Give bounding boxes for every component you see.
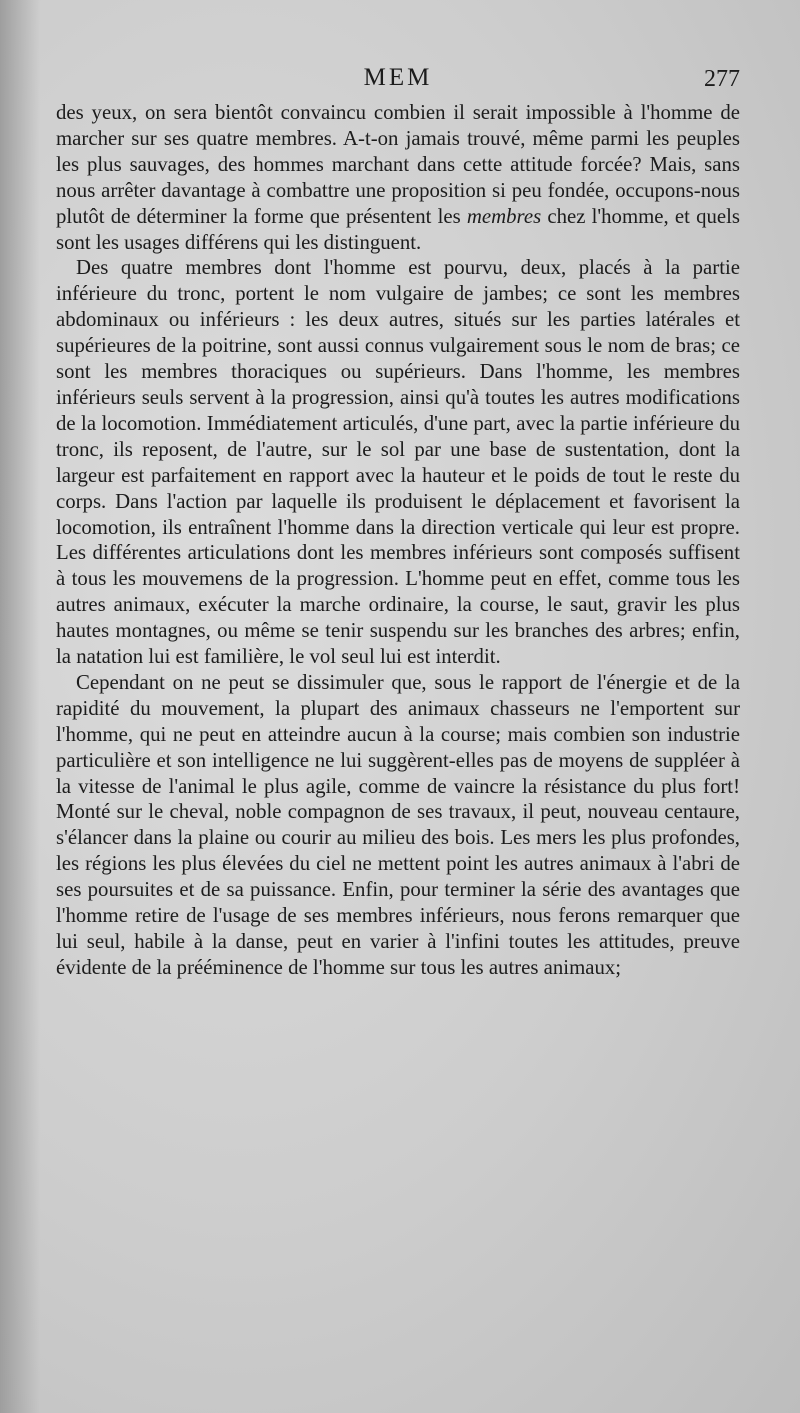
italic-term: membres: [466, 204, 542, 228]
paragraph-continuation: [56, 100, 740, 255]
gutter-shadow: [0, 0, 40, 1413]
paragraph-text-after: chez l'homme, et quels sont les usages différens qui les distinguent.: [56, 204, 740, 254]
paragraph-limbs: Des quatre membres dont l'homme est pourvu, deux, placés à la partie inférieure du tronc, portent le nom vulgaire de jambes; ce sont les membres abdominaux ou inférieurs : les deux autres, situés sur les parties latérales et supérieures de la poitrine, sont aussi connus vulgairement sous le nom de bras; ce sont les membres thoraciques ou supérieurs. Dans l'homme, les membres inférieurs seuls servent à la progression, ainsi qu'à toutes les autres modifications de la locomotion. Immédiatement articulés, d'une part, avec la partie inférieure du tronc, ils reposent, de l'autre, sur le sol par une base de sustentation, dont la largeur est parfaitement en rapport avec la hauteur et le poids de tout le reste du corps. Dans l'action par laquelle ils produisent le déplacement et favorisent la locomotion, ils entraînent l'homme dans la direction verticale qui leur est propre. Les différentes articulations dont les membres inférieurs sont composés suffisent à tous les mouvemens de la progression. L'homme peut en effet, comme tous les autres animaux, exécuter la marche ordinaire, la course, le saut, gravir les plus hautes montagnes, ou même se tenir suspendu sur les branches des arbres; enfin, la natation lui est familière, le vol seul lui est interdit.: [56, 256, 740, 669]
running-head: MEM: [363, 64, 433, 91]
paragraph-energy: Cependant on ne peut se dissimuler que, sous le rapport de l'énergie et de la rapidité du mouvement, la plupart des animaux chasseurs ne l'emportent sur l'homme, qui ne peut en atteindre aucun à la course; mais combien son industrie particulière et son intelligence ne lui suggèrent-elles pas de moyens de suppléer à la vitesse de l'animal le plus agile, comme de vaincre la résistance du plus fort! Monté sur le cheval, noble compagnon de ses travaux, il peut, nouveau centaure, s'élancer dans la plaine ou courir au milieu des bois. Les mers les plus profondes, les régions les plus élevées du ciel ne mettent point les autres animaux à l'abri de ses poursuites et de sa puissance. Enfin, pour terminer la série des avantages que l'homme retire de l'usage de ses membres inférieurs, nous ferons remarquer que lui seul, habile à la danse, peut en varier à l'infini toutes les attitudes, preuve évidente de la prééminence de l'homme sur tous les autres animaux;: [56, 670, 740, 979]
body-text: [56, 100, 740, 981]
paragraph-text-before: des yeux, on sera bientôt convaincu combien il serait impossible à l'homme de marcher sur ses quatre membres. A-t-on jamais trouvé, même parmi les peuples les plus sauvages, des hommes marchant dans cette attitude forcée? Mais, sans nous arrêter davantage à combattre une proposition si peu fondée, occupons-nous plutôt de déterminer la forme que présentent les: [56, 101, 740, 228]
page-header: [56, 60, 740, 100]
page-number: 277: [704, 66, 740, 92]
